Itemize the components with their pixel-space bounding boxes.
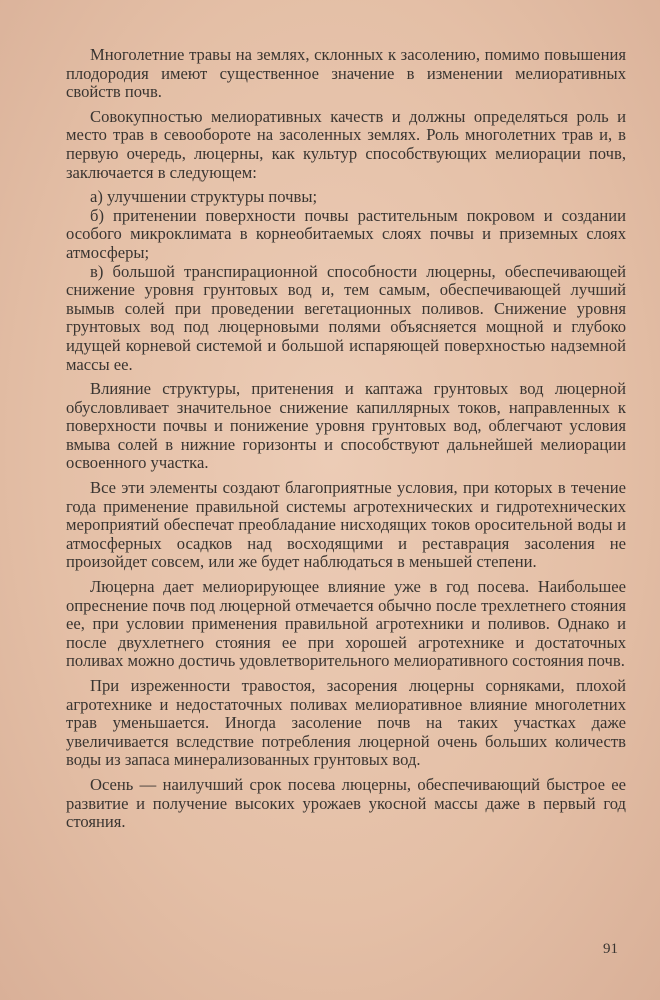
document-page [66,46,626,838]
paragraph-sparse: При изреженности травостоя, засорения люцерны сорняками, плохой агротехнике и недостаточных поливах мелиоративное влияние многолетних трав уменьшается. Иногда засоление почв на таких участках даже увеличивается вследствие потребления люцерной очень больших количеств воды из запаса минерализованных грунтовых вод. [66,676,626,770]
list-item-structure: а) улучшении структуры почвы; [90,187,318,207]
paragraph-combination: Совокупностью мелиоративных качеств и должны определяться роль и место трав в севообороте на засоленных землях. Роль многолетних трав и, в первую очередь, люцерны, как культур способствующих мелиорации почв, заключается в следующем: [66,106,626,182]
paragraph-autumn: Осень — наилучший срок посева люцерны, обеспечивающий быстрое ее развитие и получение высоких урожаев укосной массы даже в первый год стояния. [66,774,626,832]
paragraph-alfalfa: Люцерна дает мелиорирующее влияние уже в год посева. Наибольшее опреснение почв под люцерной отмечается обычно после трехлетнего стояния ее, при условии применения правильной агротехники и поливов. Однако и после двухлетнего стояния ее при хорошей агротехнике и достаточных поливах можно достичь удовлетворительного мелиоративного состояния почв. [66,577,626,671]
paragraph-influence: Влияние структуры, притенения и каптажа грунтовых вод люцерной обусловливает значительное снижение капиллярных токов, направленных к поверхности почвы и понижение уровня грунтовых вод, облегчают условия вмыва солей в нижние горизонты и способствуют дальнейшей мелиорации освоенного участка. [66,379,626,473]
paragraph-elements: Все эти элементы создают благоприятные условия, при которых в течение года применение правильной системы агротехнических и гидротехнических мероприятий обеспечат преобладание нисходящих токов оросительной воды и атмосферных осадков над восходящими и реставрация засоления не произойдет совсем, или же будет наблюдаться в меньшей степени. [66,478,626,572]
paragraph-intro: Многолетние травы на землях, склонных к засолению, помимо повышения плодородия имеют существенное значение в изменении мелиоративных свойств почв. [66,45,626,102]
page-number: 91 [603,941,618,957]
list-item-shading: б) притенении поверхности почвы растительным покровом и создании особого микроклимата в корнеобитаемых слоях почвы и приземных слоях атмосферы; [66,205,626,262]
list-item-transpiration: в) большой транспирационной способности люцерны, обеспечивающей снижение уровня грунтовых вод и, тем самым, обеспечивающей лучший вымыв солей при проведении вегетационных поливов. Снижение уровня грунтовых вод под люцерновыми полями объясняется мощной и глубоко идущей корневой системой и большой испаряющей поверхностью надземной массы ее. [66,261,626,374]
